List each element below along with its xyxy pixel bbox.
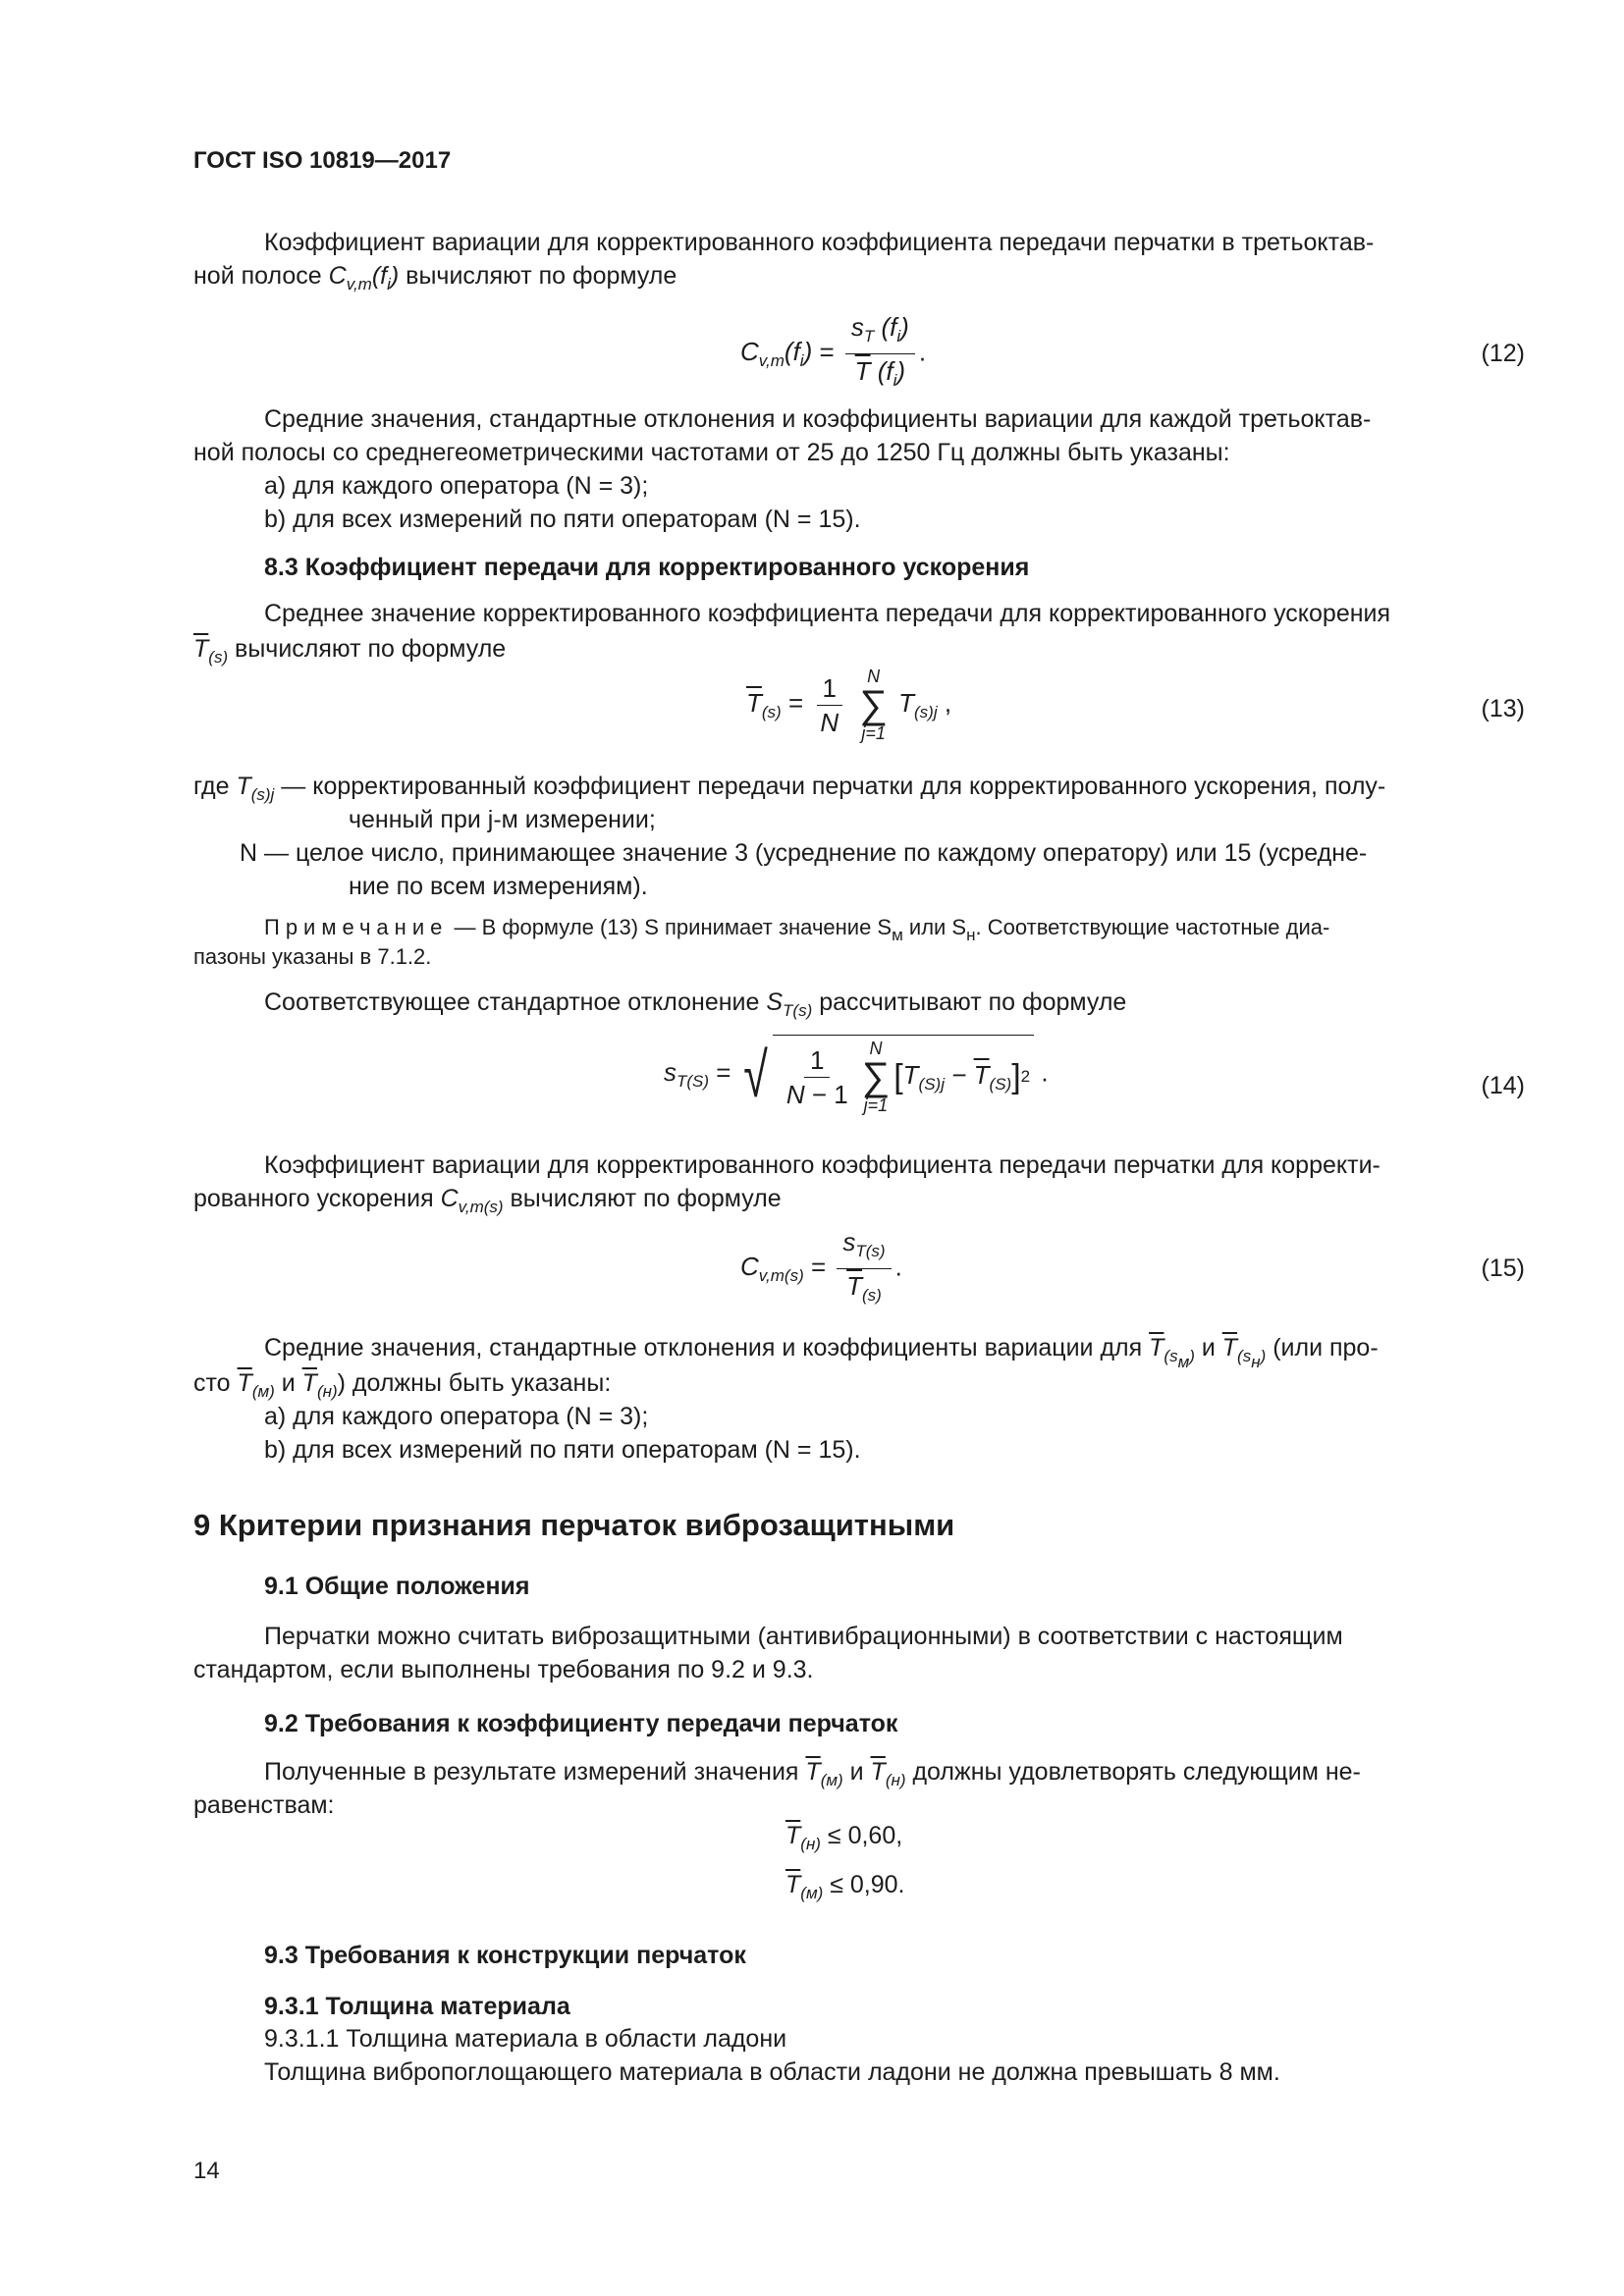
section-9-2-heading: 9.2 Требования к коэффициенту передачи перчаток: [264, 1710, 898, 1737]
text-segment: рованного ускорения: [193, 1185, 441, 1212]
paragraph-9-2-line1: Полученные в результате измерений значения $\overline{T}_{(м)}$ и $\overline{T}_{(н)}$ должны удовлетворять следующим не-: [264, 1758, 1361, 1789]
symbol-t-sj: $T_{(s)j}$: [236, 773, 275, 804]
page-number: 14: [193, 2158, 220, 2184]
where-prefix: где: [193, 773, 230, 800]
text-segment: и: [1194, 1334, 1222, 1362]
text-segment: (или про-: [1266, 1334, 1379, 1362]
formula-14: $s_{T(S)}$ = √ $\frac{1}{N - 1}$ N ∑ j=1 [ $T_{(S)j} - \overline{T}_{(S)}$ ] 2 .: [664, 1035, 1049, 1114]
paragraph-eq14-intro: [193, 986, 1525, 1028]
section-9-3-1-heading: 9.3.1 Толщина материала: [264, 1993, 570, 2020]
inequality-2-text: ≤ 0,90.: [823, 1871, 905, 1898]
inequality-1-text: ≤ 0,60,: [820, 1822, 903, 1849]
where-n-def-line1: N — целое число, принимающее значение 3 (усреднение по каждому оператору) или 15 (усредне-: [240, 839, 1368, 867]
paragraph-9-3-1-1-text: Толщина вибропоглощающего материала в области ладони не должна превышать 8 мм.: [264, 2058, 1280, 2086]
formula-13: $\overline{T}_{(s)}$ = $\frac{1}{N}$ N ∑ j=1 $T_{(s)j}$ ,: [746, 667, 952, 743]
text-segment: вычисляют по формуле: [503, 1185, 782, 1212]
document-header: ГОСТ ISO 10819—2017: [193, 147, 452, 174]
formula-12: $C_{v,т}(f_i)$ = $\frac{s_T (f_i)}{\overline{T} (f_i)}$ .: [740, 312, 927, 390]
text-segment: или S: [902, 915, 967, 939]
list-item-a: a) для каждого оператора (N = 3);: [264, 1403, 649, 1430]
where-t-def-line2: ченный при j-м измерении;: [349, 806, 656, 833]
equation-number-14: (14): [1481, 1072, 1525, 1099]
section-9-heading: 9 Критерии признания перчаток виброзащитными: [193, 1508, 955, 1542]
inequality-2: $\overline{T}_{(м)} \le 0,90$.: [785, 1871, 905, 1902]
text-segment: сто: [193, 1369, 238, 1397]
text-segment: и: [842, 1758, 871, 1786]
text-segment: и: [274, 1369, 302, 1397]
section-8-3-heading: 8.3 Коэффициент передачи для корректированного ускорения: [264, 554, 1030, 581]
paragraph-9-2-line2: равенствам:: [193, 1791, 335, 1819]
inequality-1: $\overline{T}_{(н)} \le 0,60$,: [785, 1822, 903, 1853]
paragraph-eq12-intro-line1: Коэффициент вариации для корректированного коэффициента передачи перчатки в третьоктав-: [264, 229, 1375, 256]
section-9-3-heading: 9.3 Требования к конструкции перчаток: [264, 1942, 746, 1969]
list-item-b: b) для всех измерений по пяти операторам (N = 15).: [264, 1436, 861, 1464]
section-9-1-heading: 9.1 Общие положения: [264, 1573, 530, 1600]
note-line2: пазоны указаны в 7.1.2.: [193, 944, 432, 969]
equation-number-15: (15): [1481, 1255, 1525, 1282]
text-segment: — корректированный коэффициент передачи перчатки для корректированного ускорения, полу-: [274, 773, 1386, 800]
list-item-a: a) для каждого оператора (N = 3);: [264, 472, 649, 500]
text-segment: рассчитывают по формуле: [812, 988, 1127, 1016]
note-line1: Примечание — В формуле (13) S принимает значение $S_м$ или $S_н$. Соответствующие частотные диа-: [264, 915, 1330, 944]
text-segment: вычисляют по формуле: [228, 635, 507, 663]
text-segment: . Соответствующие частотные диа-: [975, 915, 1330, 939]
paragraph-eq15-intro-line2: [193, 1182, 1525, 1224]
paragraph-9-1-line1: Перчатки можно считать виброзащитными (антивибрационными) в соответствии с настоящим: [264, 1623, 1343, 1650]
paragraph-means2-line2: сто $\overline{T}_{(м)}$ и $\overline{T}_{(н)}$) должны быть указаны:: [193, 1369, 612, 1401]
paragraph-eq13-intro-line1: Среднее значение корректированного коэффициента передачи для корректированного ускорения: [264, 600, 1391, 627]
text-segment: — В формуле (13) S принимает значение S: [448, 915, 893, 939]
symbol-t-s-bar: $\overline{T}_{(s)}$: [193, 635, 229, 667]
paragraph-means2-line1: Средние значения, стандартные отклонения и коэффициенты вариации для $\overline{T}_{(s_м)}$ и $\overline{T}_{(s_н)}$ (или про-: [264, 1334, 1379, 1371]
paragraph-9-3-1-1-title: 9.3.1.1 Толщина материала в области ладони: [264, 2025, 787, 2053]
paragraph-eq12-intro-line2: [193, 259, 1525, 301]
equation-number-12: (12): [1481, 340, 1525, 367]
text-segment: должны удовлетворять следующим не-: [905, 1758, 1361, 1786]
symbol-s-ts: $S_{T(s)}$: [766, 988, 813, 1020]
text-segment: Средние значения, стандартные отклонения и коэффициенты вариации для: [264, 1334, 1150, 1362]
text-segment: ) должны быть указаны:: [337, 1369, 612, 1397]
text-segment: вычисляют по формуле: [399, 262, 677, 290]
symbol-cvt-fi: $C_{v,т}(f_i)$: [328, 262, 400, 294]
note-label: Примечание: [264, 915, 449, 939]
where-n-def-line2: ние по всем измерениям).: [349, 873, 648, 900]
list-item-b: b) для всех измерений по пяти операторам (N = 15).: [264, 506, 861, 533]
paragraph-means1-line2: ной полосы со среднегеометрическими частотами от 25 до 1250 Гц должны быть указаны:: [193, 439, 1230, 466]
paragraph-eq15-intro-line1: Коэффициент вариации для корректированного коэффициента передачи перчатки для корректи-: [264, 1151, 1380, 1179]
equation-number-13: (13): [1481, 695, 1525, 722]
text-segment: Полученные в результате измерений значения: [264, 1758, 806, 1786]
text-segment: Соответствующее стандартное отклонение: [264, 988, 767, 1016]
text-segment: ной полосе: [193, 262, 329, 290]
symbol-cvt-s: $C_{v,т(s)}$: [440, 1185, 504, 1216]
paragraph-means1-line1: Средние значения, стандартные отклонения и коэффициенты вариации для каждой третьоктав-: [264, 405, 1372, 433]
formula-15: $C_{v,т(s)}$ = $\frac{s_{T(s)}}{\overline{T}_{(s)}}$ .: [740, 1227, 902, 1305]
paragraph-9-1-line2: стандартом, если выполнены требования по 9.2 и 9.3.: [193, 1656, 814, 1683]
